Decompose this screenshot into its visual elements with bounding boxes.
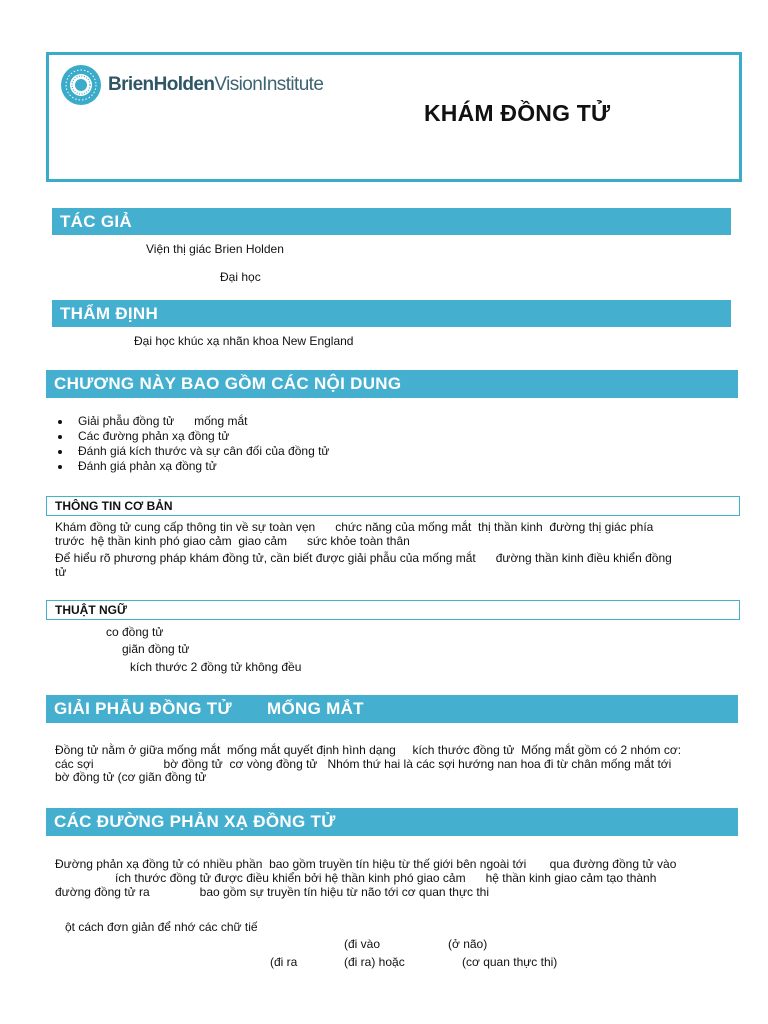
author-line-1: Viện thị giác Brien Holden <box>146 242 284 256</box>
reflex-line-2: ích thước đồng tử được điều khiển bởi hệ thần kinh phó giao cảm hệ thần kinh giao cảm tạo thành <box>55 871 657 885</box>
reflex-line-5a: (đi vào <box>344 937 381 951</box>
review-line-1: Đại học khúc xạ nhãn khoa New England <box>134 334 354 348</box>
list-item: Đánh giá kích thước và sự cân đối của đồng tử <box>56 444 329 459</box>
section-contents-heading: CHƯƠNG NÀY BAO GỒM CÁC NỘI DUNG <box>46 370 738 398</box>
basic-p1-line-2: trước hệ thần kinh phó giao cảm giao cảm sức khỏe toàn thân <box>55 534 410 548</box>
section-basic-heading: THÔNG TIN CƠ BẢN <box>46 496 740 516</box>
basic-p2-line-1: Để hiểu rõ phương pháp khám đồng tử, cần biết được giải phẫu của mống mắt đường thần kinh điều khiển đồng <box>55 551 672 565</box>
logo-brand-rest: VisionInstitute <box>214 74 324 95</box>
anatomy-line-2: các sợi bờ đồng tử cơ vòng đồng tử Nhóm thứ hai là các sợi hướng nan hoa đi từ chân mống mắt tới <box>55 757 672 771</box>
basic-p2-line-2: tử <box>55 565 67 579</box>
term-3: kích thước 2 đồng tử không đều <box>130 660 302 674</box>
reflex-line-1: Đường phản xạ đồng tử có nhiều phần bao gồm truyền tín hiệu từ thế giới bên ngoài tới qua đường đồng tử vào <box>55 857 677 871</box>
basic-p1-line-1: Khám đồng tử cung cấp thông tin về sự toàn vẹn chức năng của mống mắt thị thần kinh đường thị giác phía <box>55 520 654 534</box>
logo-wordmark <box>108 74 323 96</box>
section-anatomy-heading: GIẢI PHẪU ĐỒNG TỬ MỐNG MẮT <box>46 695 738 723</box>
anatomy-line-3: bờ đồng tử (cơ giãn đồng tử <box>55 770 207 784</box>
author-line-2: Đại học <box>220 270 261 284</box>
page-title: KHÁM ĐỒNG TỬ <box>424 100 611 126</box>
list-item: Các đường phản xạ đồng tử <box>56 429 329 444</box>
logo-brand: BrienHolden <box>108 74 215 95</box>
reflex-line-4: ột cách đơn giản để nhớ các chữ tiế <box>65 920 258 934</box>
section-review-heading: THẨM ĐỊNH <box>52 300 731 327</box>
reflex-line-6a: (đi ra <box>270 955 298 969</box>
anatomy-line-1: Đồng tử nằm ở giữa mống mắt mống mắt quyết định hình dạng kích thước đồng tử Mống mắt gồm có 2 nhóm cơ: <box>55 743 682 757</box>
reflex-line-3: đường đồng tử ra bao gồm sự truyền tín hiệu từ não tới cơ quan thực thi <box>55 885 489 899</box>
list-item: Đánh giá phản xạ đồng tử <box>56 459 329 474</box>
section-author-heading: TÁC GIẢ <box>52 208 731 235</box>
reflex-line-5b: (ở não) <box>448 937 488 951</box>
brien-holden-logo <box>60 62 323 108</box>
term-1: co đồng tử <box>106 625 164 639</box>
reflex-line-6c: (cơ quan thực thi) <box>462 955 558 969</box>
list-item: Giải phẫu đồng tử mống mắt <box>56 414 329 429</box>
term-2: giãn đồng tử <box>122 642 190 656</box>
section-terms-heading: THUẬT NGỮ <box>46 600 740 620</box>
reflex-line-6b: (đi ra) hoặc <box>344 955 405 969</box>
eye-logo-icon <box>60 64 102 106</box>
section-reflex-heading: CÁC ĐƯỜNG PHẢN XẠ ĐỒNG TỬ <box>46 808 738 836</box>
contents-list <box>56 414 329 474</box>
